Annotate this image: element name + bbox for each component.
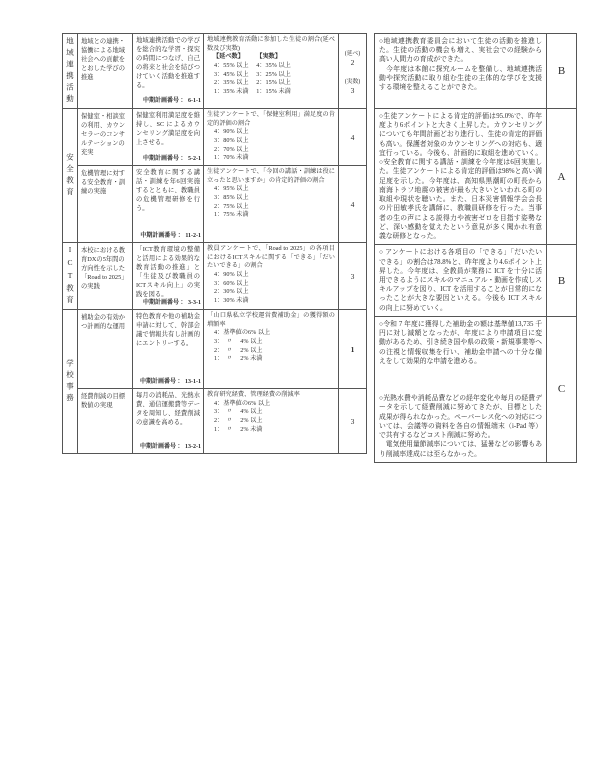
measure-cell [133,34,204,109]
measure-text: 特色教育や他の補助金申請に対して、幹部会議で情報共有し計画的にエントリーする。 [136,313,200,347]
comment-paragraph: 電気使用量節減率については、猛暑などの影響もあり削減率達成には至らなかった。 [379,441,542,458]
criteria-cell [204,310,339,389]
criteria-header: 生徒アンケートで、「保健室利用」満足度の肯定的評価の割合 [207,111,335,127]
plan-number: 中期計画番号 ： 13-1-1 [140,378,201,385]
measure-cell [133,310,204,389]
comment-paragraph: ○令和 7 年度に獲得した補助金の額は基準値13,735 千円に対し減額となったが、年度により申請項目に変動があるため、引き続き国や県の政策・新規事業等への注視と情報収集を行い、補助金申請への十分な備えをして効果的な申請を進める。 [379,320,542,365]
criteria-cell [204,243,339,310]
criteria-line: 1：70% 未満 [214,154,249,162]
rating-cell [339,243,367,310]
plan-number: 中期計画番号 ： 13-2-1 [140,443,201,450]
criteria-line: 2： 〃 2% 以上 [214,346,263,354]
measure-cell [133,166,204,243]
comment-cell [375,316,547,462]
evaluation-table-left [62,33,367,454]
item-text: 保健室・相談室の利用、カウンセラーのコンサルテーションの充実 [78,109,133,166]
plan-number: 中期計画番号 ： 3-3-1 [143,299,201,306]
criteria-line: 4：基準値の6% 以上 [214,399,271,407]
rating-value: 2 [350,57,355,67]
rating-value: 3 [350,271,355,281]
criteria-line: 2：75% 以上 [214,202,249,210]
criteria-line: 2：30% 以上 [214,288,249,296]
rating-note: (実数) [344,78,361,85]
plan-number: 中期計画番号 ： 5-2-1 [143,155,201,162]
criteria-line: 4：基準値の6% 以上 [214,329,271,337]
criteria-line: 3： 〃 4% 以上 [214,338,263,346]
measure-text: 保健室利用満足度を維持し、SC によるカウンセリング満足度を向上させる。 [136,112,200,146]
criteria-cell [204,109,339,166]
item-text: 地域との連携・協働による地域社会への貢献をとおした学びの推進 [78,34,133,109]
criteria-line: 1：30% 未満 [214,297,249,305]
comment-cell [375,245,547,317]
criteria-line: 3：45% 以上 3：25% 以上 [214,70,291,78]
plan-number: 中期計画番号 ： 6-1-1 [143,98,201,105]
criteria-line: 2： 〃 2% 以上 [214,417,263,425]
rating-value: 4 [350,132,355,142]
category-community: 地域連携活動 [63,34,78,109]
rating-cell [339,109,367,166]
criteria-line: 3：80% 以上 [214,137,249,145]
criteria-subheader: 【延べ数】 【実数】 [213,53,282,61]
criteria-line: 4：90% 以上 [214,128,249,136]
category-school-affairs: 学校事務 [63,310,78,454]
criteria-line: 2：35% 以上 2：15% 以上 [214,79,291,87]
rating-value: 1 [350,344,355,354]
criteria-line: 1： 〃 2% 未満 [214,355,263,363]
criteria-header: 教育研究経費、管理経費の削減率 [207,391,300,399]
measure-text: 毎月の消耗品、光熱水費、通信運搬費等データを周知し、経費削減の意識を高める。 [136,392,200,426]
criteria-line: 3：85% 以上 [214,194,249,202]
item-text: 補助金の有効かつ計画的な運用 [78,310,133,389]
measure-text: 安全教育に関する講話・訓練を年6回実施するとともに、教職員の危機管理研修を行う。 [136,169,200,212]
rating-value: 4 [350,199,355,209]
rating-cell [339,389,367,454]
comment-paragraph: ○生徒アンケートによる肯定的評価は95.0%で、昨年度より6ポイントと大きく上昇した。カウンセリングについても年間計画どおり進行し、生徒の肯定的評価も高い。保護者対象のカウンセリングへの対応も、適宜行っている。今後も、計画的に取組を進めていく。 [379,113,542,157]
criteria-line: 4：95% 以上 [214,185,249,193]
criteria-cell [204,389,339,454]
criteria-line: 1： 〃 2% 未満 [214,425,263,433]
criteria-cell [204,34,339,109]
measure-text: 地域連携活動での学びを総合的な学習・探究の時間につなげ、自己の将来と社会を結びつけていく活動を推進する。 [136,37,200,89]
measure-cell [133,243,204,310]
comment-cell [375,34,547,109]
rating-cell [339,34,367,109]
criteria-header: 地域連携教育活動に参加した生徒の割合(延べ数及び実数) [207,36,335,52]
category-safety: 安全教育 [63,109,78,243]
criteria-line: 3：60% 以上 [214,279,249,287]
measure-cell [133,389,204,454]
grade-letter: C [547,316,577,462]
rating-note: (延べ) [344,50,361,57]
comment-paragraph: ○地域連携教育委員会において生徒の活動を推進した。生徒の活動の機会も増え、実社会での経験から高い人間力の育成ができた。 [379,38,542,64]
grade-letter: B [547,34,577,109]
comment-paragraph: ○光熱水費や消耗品費などの経年変化や毎月の経費データを示して経費削減に努めてきたが、目標とした成果が得られなかった。ペーパーレス化への対応については、会議等の資料を各自の情報端末（i-Pad 等）で共有するなどコスト削減に努めた。 [379,395,542,440]
criteria-line: 1：75% 未満 [214,211,249,219]
criteria-cell [204,166,339,243]
measure-text: 「ICT教育環境の整備と活用による効果的な教育活動の推進」と「生徒及び教職員のICTスキル向上」の実践を図る。 [136,246,200,298]
measure-cell [133,109,204,166]
criteria-line: 3： 〃 4% 以上 [214,408,263,416]
comment-paragraph: 今年度は本館に探究ルームを整備し、地域連携活動や探究活動に取り組む生徒の主体的な学びを支援する環境を整えることができた。 [379,65,542,92]
criteria-header: 生徒アンケートで、「今回の講話・訓練は役に立ったと思いますか」の肯定的評価の割合 [207,168,335,184]
evaluation-table-right [374,33,577,463]
criteria-header: 「山口県私立学校運営費補助金」の獲得額の増額率 [207,312,335,328]
comment-cell [375,109,547,245]
comment-paragraph: ○ アンケートにおける各項目の「できる」「だいたいできる」の割合は78.8%と、昨年度より4.6ポイント上昇した。今年度は、全教員が業務に ICT を十分に活用できるようにスキルのマニュアル・動画を作成しスキルアップを図り、ICT を活用することが日常的になったことが大きな要因といえる。今後も ICT スキルの向上に努めていく。 [379,249,542,312]
item-text: 危機管理に対する安全教育・訓練の実施 [78,166,133,243]
rating-value: 3 [350,416,355,426]
grade-letter: B [547,245,577,317]
rating-cell [339,310,367,389]
rating-cell [339,166,367,243]
comment-paragraph: ○安全教育に関する講話・訓練を今年度は6回実施した。生徒アンケートによる肯定的評価は98%と高い満足度を示した。今年度は、高知県黒潮町の町長から南海トラフ地震の被害が最も大きいといわれる町の取組や現状を聴いた。また、日本災害情報学会会長の片田敏孝氏を講師に、教職員研修を行った。当事者の生の声による説得力や被害ゼロを目指す姿勢など、深い感動を覚えたという意見が多く聞かれ有意義な研修となった。 [379,159,542,241]
grade-letter: A [547,109,577,245]
evaluation-tables [62,33,577,463]
criteria-header: 教員アンケートで、「Road to 2025」の各項目におけるICTスキルに関する「できる」「だいたいできる」の割合 [207,245,335,270]
item-text: 本校における教育DXの5年間の方向性を示した「Road to 2025」の実践 [78,243,133,310]
plan-number: 中期計画番号 ： 11-2-1 [140,232,201,239]
item-text: 経費削減の目標数値の実現 [78,389,133,454]
category-ict: ICT教育 [63,243,78,310]
rating-value: 3 [350,85,355,95]
criteria-line: 2：70% 以上 [214,145,249,153]
criteria-line: 1：35% 未満 1：15% 未満 [214,88,291,96]
criteria-line: 4：90% 以上 [214,271,249,279]
criteria-line: 4：55% 以上 4：35% 以上 [214,62,291,70]
